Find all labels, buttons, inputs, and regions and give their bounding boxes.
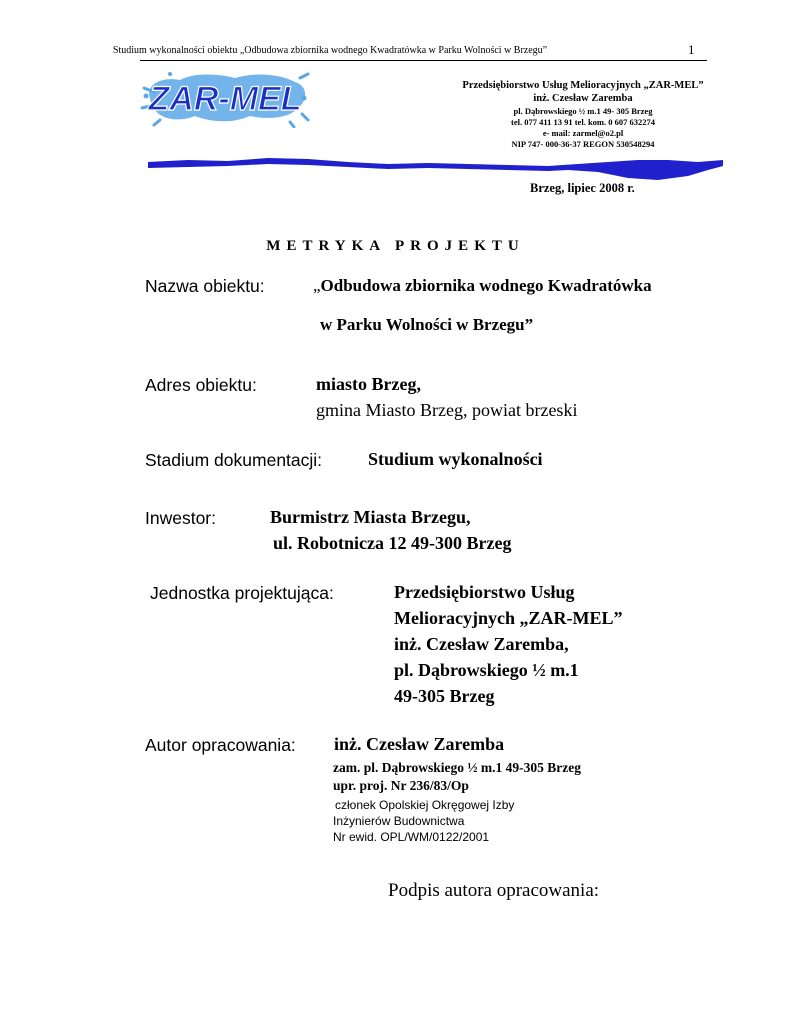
object-name-line1 [313, 276, 652, 296]
zar-mel-logo [140, 68, 310, 128]
author-label: Autor opracowania: [145, 735, 296, 755]
author-member-line2: Inżynierów Budownictwa [333, 814, 465, 828]
object-name-text: Odbudowa zbiornika wodnego Kwadratówka [320, 276, 652, 295]
design-unit-line-1: Przedsiębiorstwo Usług [394, 582, 575, 602]
design-unit-line-3: inż. Czesław Zaremba, [394, 634, 569, 654]
design-unit-line-4: pl. Dąbrowskiego ½ m.1 [394, 660, 579, 680]
author-reg-no: Nr ewid. OPL/WM/0122/2001 [333, 830, 490, 844]
author-member-line1: członek Opolskiej Okręgowej Izby [335, 798, 515, 812]
author-name: inż. Czesław Zaremba [334, 734, 505, 754]
object-name-line2: w Parku Wolności w Brzegu” [320, 315, 534, 334]
doc-stage-value: Studium wykonalności [368, 449, 543, 469]
author-address: zam. pl. Dąbrowskiego ½ m.1 49-305 Brzeg [333, 760, 581, 775]
object-address-label: Adres obiektu: [145, 375, 257, 395]
design-unit-line-5: 49-305 Brzeg [394, 686, 495, 706]
object-name-quote: „ [313, 276, 321, 295]
company-phones: tel. 077 411 13 91 tel. kom. 0 607 632274 [510, 117, 656, 127]
object-address-line2: gmina Miasto Brzeg, powiat brzeski [316, 400, 578, 420]
running-header: Studium wykonalności obiektu „Odbudowa zbiornika wodnego Kwadratówka w Parku Wolności w Brzegu” [112, 45, 548, 56]
company-name: Przedsiębiorstwo Usług Melioracyjnych „ZAR-MEL” [462, 80, 704, 91]
design-unit-line-2: Melioracyjnych „ZAR-MEL” [394, 608, 623, 628]
header-rule [140, 60, 707, 61]
signature-label: Podpis autora opracowania: [388, 880, 600, 901]
author-license: upr. proj. Nr 236/83/Op [333, 778, 469, 793]
company-engineer: inż. Czesław Zaremba [533, 93, 633, 104]
doc-stage-label: Stadium dokumentacji: [145, 450, 323, 470]
object-name-label: Nazwa obiektu: [145, 276, 265, 296]
investor-label: Inwestor: [145, 508, 216, 528]
logo-text: ZAR-MEL [148, 80, 302, 118]
design-unit-label: Jednostka projektująca: [150, 583, 334, 603]
company-address: pl. Dąbrowskiego ½ m.1 49- 305 Brzeg [513, 106, 653, 116]
investor-line1: Burmistrz Miasta Brzegu, [270, 507, 471, 527]
decorative-wave [148, 150, 723, 184]
date-line: Brzeg, lipiec 2008 r. [530, 181, 635, 195]
object-address-line1: miasto Brzeg, [316, 374, 421, 394]
document-title: METRYKA PROJEKTU [266, 238, 525, 254]
investor-line2: ul. Robotnicza 12 49-300 Brzeg [273, 533, 512, 553]
company-email: e- mail: zarmel@o2.pl [542, 128, 624, 138]
company-ids: NIP 747- 000-36-37 REGON 530548294 [511, 139, 655, 149]
page-number: 1 [688, 42, 695, 57]
